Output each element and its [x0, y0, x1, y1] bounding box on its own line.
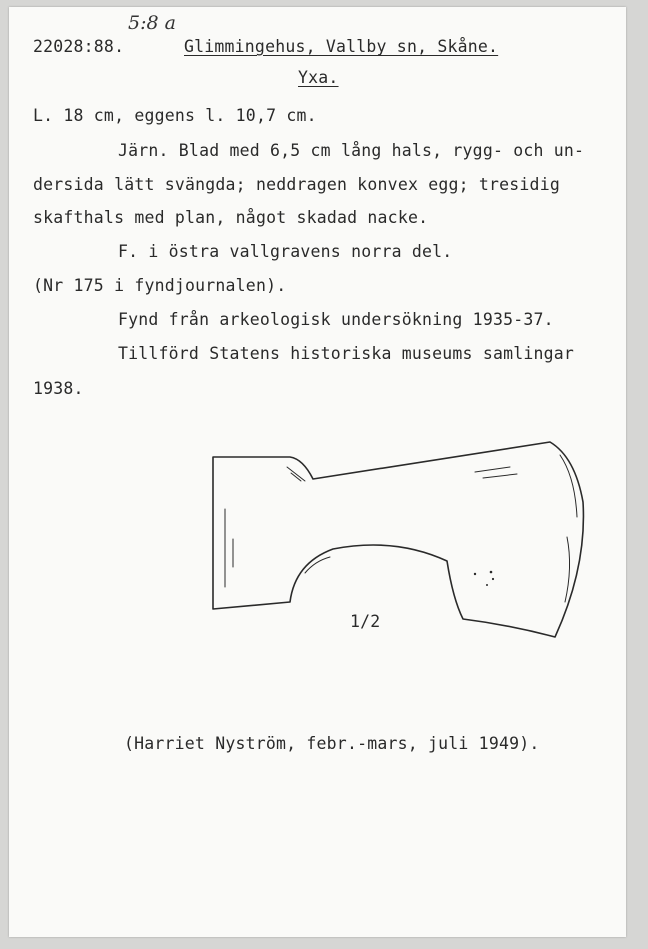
find-location: Glimmingehus, Vallby sn, Skåne.: [184, 37, 499, 56]
author-credit: (Harriet Nyström, febr.-mars, juli 1949).: [124, 734, 540, 753]
find-place-line: F. i östra vallgravens norra del.: [118, 242, 453, 261]
description-line-3: skafthals med plan, något skadad nacke.: [33, 208, 429, 227]
drawing-scale-label: 1/2: [350, 612, 381, 631]
description-line-1: Järn. Blad med 6,5 cm lång hals, rygg- och un-: [118, 141, 585, 160]
excavation-line: Fynd från arkeologisk undersökning 1935-37.: [118, 310, 554, 329]
journal-reference-line: (Nr 175 i fyndjournalen).: [33, 276, 287, 295]
object-type-heading: Yxa.: [298, 68, 339, 87]
description-line-2: dersida lätt svängda; neddragen konvex egg; tresidig: [33, 175, 560, 194]
museum-line: Tillförd Statens historiska museums samlingar: [118, 344, 575, 363]
dimensions-line: L. 18 cm, eggens l. 10,7 cm.: [33, 106, 317, 125]
axe-drawing: [205, 437, 590, 647]
year-line: 1938.: [33, 379, 84, 398]
catalog-number: 22028:88.: [33, 37, 125, 56]
handwritten-number: 5:8 a: [128, 12, 176, 34]
